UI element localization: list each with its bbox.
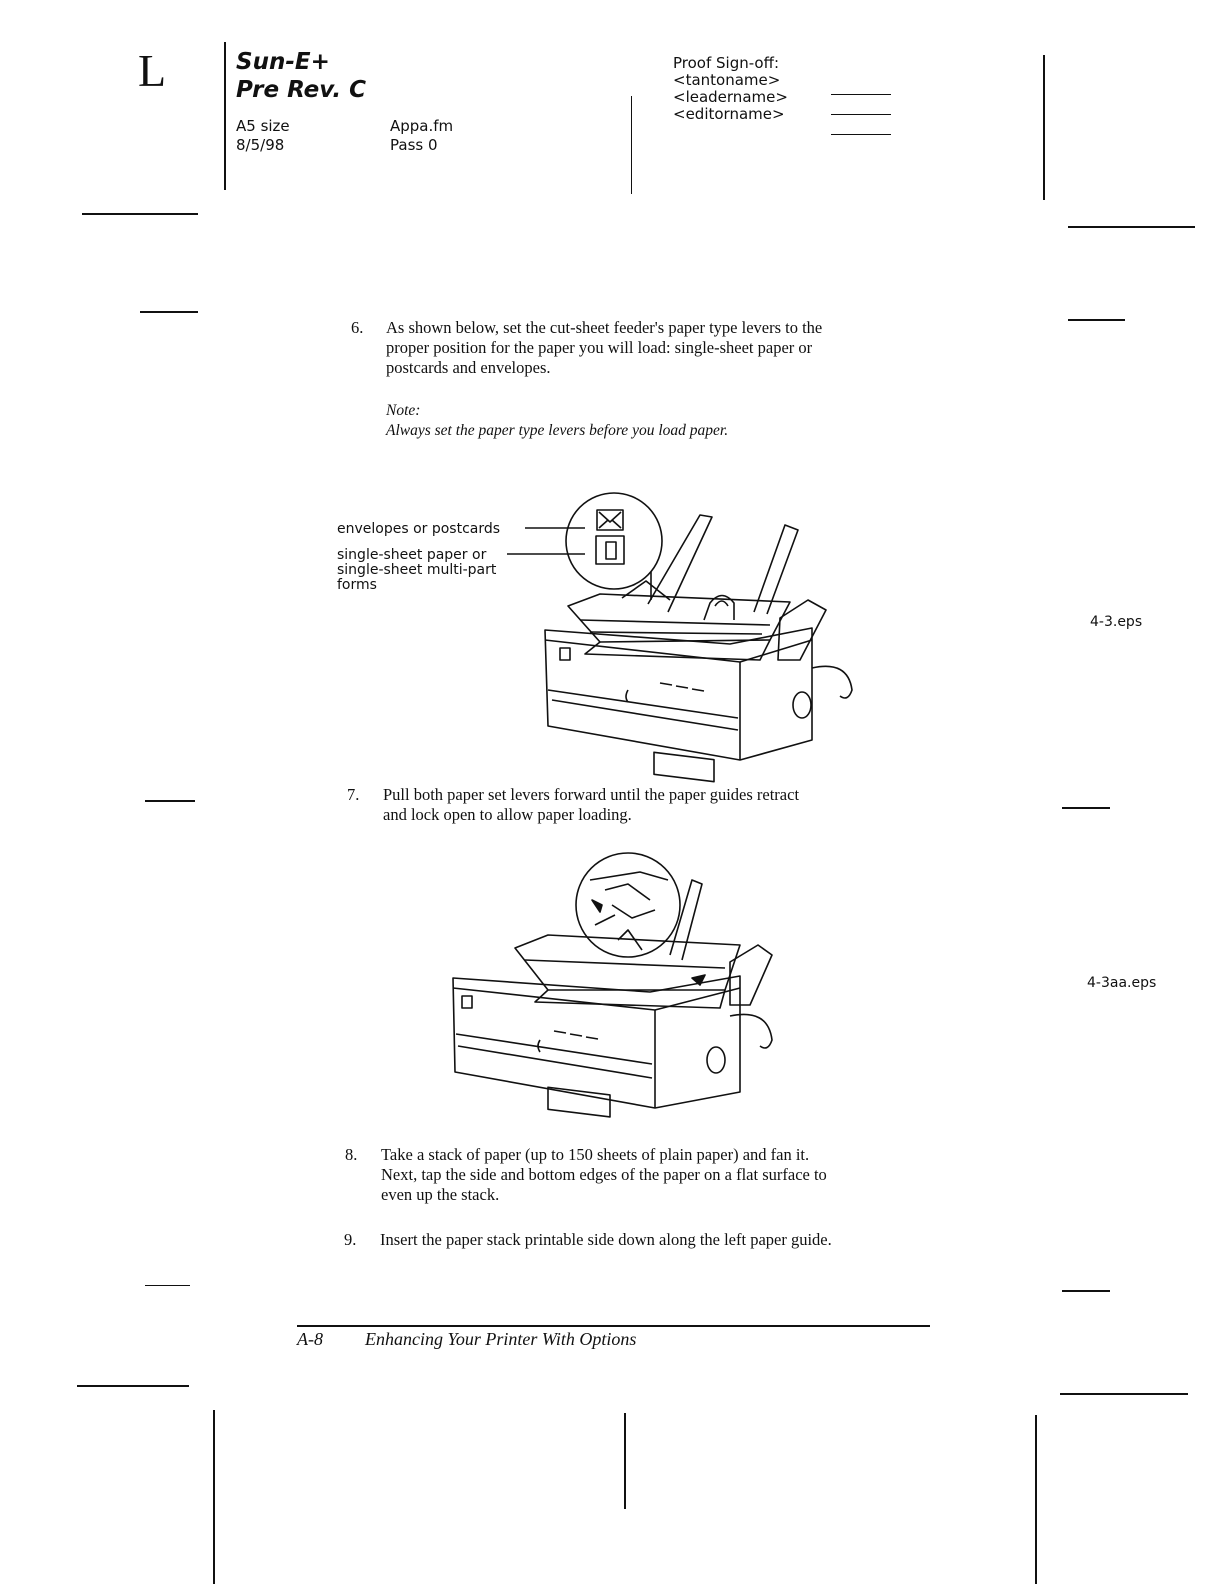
revision-date: 8/5/98 — [236, 136, 285, 154]
signer-tanto: <tantoname> — [673, 71, 781, 89]
step-9-line-1: Insert the paper stack printable side down along the left paper guide. — [380, 1230, 832, 1249]
pass-number: Pass 0 — [390, 136, 438, 154]
footer-page-number: A-8 — [297, 1329, 323, 1349]
step-8-line-2: Next, tap the side and bottom edges of the paper on a flat surface to — [381, 1165, 827, 1184]
step-8-text — [381, 1145, 827, 1205]
step-number-7: 7. — [347, 785, 360, 804]
callout-envelopes: envelopes or postcards — [337, 521, 501, 537]
note-label: Note: — [386, 402, 421, 419]
title-line-1: Sun-E+ — [236, 49, 330, 75]
step-6-line-3: postcards and envelopes. — [386, 358, 551, 377]
figure1-filename: 4-3.eps — [1090, 614, 1143, 630]
corner-letter: L — [138, 45, 167, 96]
footer-rule — [297, 1325, 930, 1327]
step-6-line-2: proper position for the paper you will load: single-sheet paper or — [386, 338, 813, 357]
callout-single-line-3: forms — [337, 577, 377, 593]
title-line-2: Pre Rev. C — [236, 77, 367, 103]
step-number-8: 8. — [345, 1145, 358, 1164]
step-9-text — [380, 1230, 832, 1250]
step-7-line-2: and lock open to allow paper loading. — [383, 805, 632, 824]
signer-leader: <leadername> — [673, 88, 788, 106]
signer-editor: <editorname> — [673, 105, 785, 123]
page-size: A5 size — [236, 117, 290, 135]
step-8-line-3: even up the stack. — [381, 1185, 500, 1204]
step-8-line-1: Take a stack of paper (up to 150 sheets of plain paper) and fan it. — [381, 1145, 810, 1164]
note-text: Always set the paper type levers before you load paper. — [386, 422, 729, 439]
footer-section-title: Enhancing Your Printer With Options — [365, 1329, 637, 1349]
callout-single-line-2: single-sheet multi-part — [337, 562, 497, 578]
proof-label: Proof Sign-off: — [673, 54, 779, 72]
callout-single-line-1: single-sheet paper or — [337, 547, 487, 563]
step-number-6: 6. — [351, 318, 364, 337]
step-number-9: 9. — [344, 1230, 357, 1249]
step-7-line-1: Pull both paper set levers forward until the paper guides retract — [383, 785, 800, 804]
source-file: Appa.fm — [390, 117, 454, 135]
figure2-filename: 4-3aa.eps — [1087, 975, 1157, 991]
step-6-line-1: As shown below, set the cut-sheet feeder's paper type levers to the — [386, 318, 823, 337]
